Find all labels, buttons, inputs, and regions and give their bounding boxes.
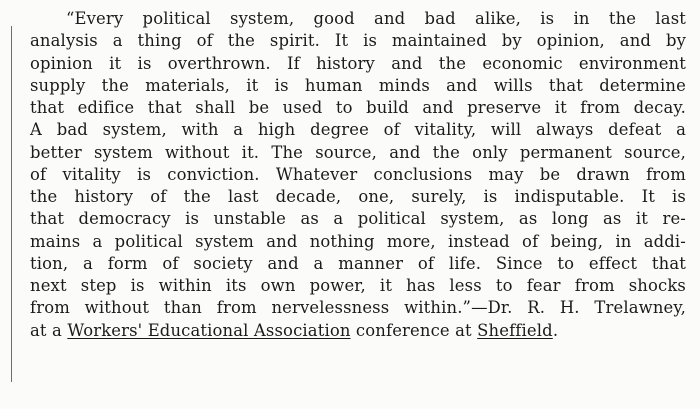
column-rule [11, 26, 12, 382]
place-name: Sheffield [477, 320, 553, 340]
text-line: that edifice that shall be used to build and preserve it from decay. [30, 98, 686, 117]
text-line: analysis a thing of the spirit. It is maintained by opinion, and by [30, 31, 686, 51]
text-line: from without than from nervelessness within.”—Dr. R. H. Trelawney, [30, 298, 686, 318]
text-line: A bad system, with a high degree of vitality, will always defeat a [30, 120, 686, 140]
attribution-prefix: at a [30, 320, 68, 340]
text-line: opinion it is overthrown. If history and the economic environment [30, 53, 686, 73]
text-line: that democracy is unstable as a political system, as long as it re- [30, 209, 686, 229]
text-line: tion, a form of society and a manner of life. Since to effect that [30, 253, 686, 273]
text-line: the history of the last decade, one, surely, is indisputable. It is [30, 187, 686, 206]
organisation-name: Workers' Educational Association [67, 320, 351, 340]
text-line: supply the materials, it is human minds and wills that determine [30, 75, 686, 95]
quotation-paragraph [30, 8, 686, 342]
attribution-middle: conference at [350, 320, 478, 340]
text-line: “Every political system, good and bad alike, is in the last [66, 9, 686, 28]
text-line: better system without it. The source, and the only permanent source, [30, 142, 686, 162]
attribution-line [30, 320, 686, 342]
attribution-suffix: . [552, 320, 559, 340]
text-line: mains a political system and nothing more, instead of being, in addi- [30, 231, 686, 251]
text-line: next step is within its own power, it has less to fear from shocks [30, 276, 686, 295]
text-line: of vitality is conviction. Whatever conclusions may be drawn from [30, 164, 686, 184]
